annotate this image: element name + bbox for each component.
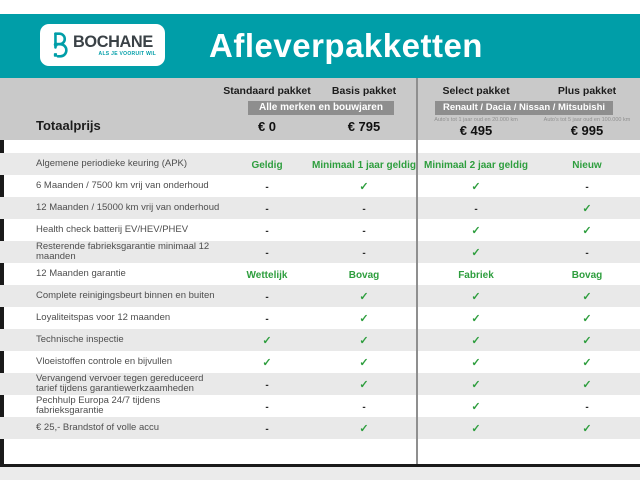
cell-standaard bbox=[222, 199, 312, 217]
column-header-basis: Basis pakket bbox=[331, 85, 397, 97]
table-row bbox=[0, 285, 640, 307]
table-row bbox=[0, 197, 640, 219]
cell-standaard bbox=[222, 287, 312, 305]
table-row bbox=[0, 241, 640, 263]
page-title: Afleverpakketten bbox=[209, 27, 483, 64]
cell-plus bbox=[534, 309, 640, 327]
dash-mark: - bbox=[265, 226, 269, 237]
row-label: Technische inspectie bbox=[36, 333, 124, 345]
row-label: Vloeistoffen controle en bijvullen bbox=[36, 355, 173, 367]
logo-wordmark: BOCHANE bbox=[73, 32, 153, 51]
total-label-cell bbox=[0, 78, 222, 140]
row-label: Health check batterij EV/HEV/PHEV bbox=[36, 223, 189, 235]
cell-basis bbox=[312, 287, 416, 305]
cell-basis bbox=[312, 353, 416, 371]
check-icon: ✓ bbox=[582, 203, 592, 215]
table-row bbox=[0, 307, 640, 329]
value-text: Minimaal 1 jaar geldig bbox=[312, 160, 416, 171]
check-icon: ✓ bbox=[582, 379, 592, 391]
cell-basis bbox=[312, 309, 416, 327]
dash-mark: - bbox=[362, 248, 366, 259]
cell-plus bbox=[534, 419, 640, 437]
cell-plus bbox=[534, 243, 640, 261]
dash-mark: - bbox=[265, 402, 269, 413]
price-plus: € 995 bbox=[570, 123, 604, 138]
check-icon: ✓ bbox=[359, 181, 369, 193]
cell-select bbox=[418, 375, 534, 393]
group-renault-dacia-nissan-mitsubishi bbox=[418, 78, 640, 140]
row-label: 12 Maanden garantie bbox=[36, 267, 126, 279]
column-header-select: Select pakket bbox=[442, 85, 510, 97]
cell-select bbox=[418, 309, 534, 327]
cell-standaard bbox=[222, 353, 312, 371]
dash-mark: - bbox=[265, 204, 269, 215]
cell-plus bbox=[534, 331, 640, 349]
cell-basis bbox=[312, 177, 416, 195]
check-icon: ✓ bbox=[582, 423, 592, 435]
cell-select bbox=[418, 243, 534, 261]
column-header-plus: Plus pakket bbox=[557, 85, 617, 97]
dash-mark: - bbox=[265, 380, 269, 391]
check-icon: ✓ bbox=[582, 225, 592, 237]
dash-mark: - bbox=[585, 182, 589, 193]
feature-rows bbox=[0, 140, 640, 464]
table-row bbox=[0, 395, 640, 417]
cell-select bbox=[418, 331, 534, 349]
dash-mark: - bbox=[265, 182, 269, 193]
dash-mark: - bbox=[474, 204, 478, 215]
table-row bbox=[0, 417, 640, 439]
bochane-logo-icon bbox=[49, 30, 70, 60]
check-icon: ✓ bbox=[262, 335, 272, 347]
value-text: Bovag bbox=[348, 270, 380, 281]
dash-mark: - bbox=[265, 248, 269, 259]
cell-plus bbox=[534, 199, 640, 217]
check-icon: ✓ bbox=[471, 335, 481, 347]
value-text: Geldig bbox=[251, 160, 283, 171]
group-all-brands bbox=[222, 78, 416, 140]
cell-standaard bbox=[222, 265, 312, 283]
group-divider-line bbox=[416, 78, 418, 464]
table-row bbox=[0, 175, 640, 197]
check-icon: ✓ bbox=[359, 335, 369, 347]
dash-mark: - bbox=[362, 204, 366, 215]
bochane-logo bbox=[40, 24, 165, 66]
check-icon: ✓ bbox=[471, 423, 481, 435]
column-subtext-plus: Auto's tot 5 jaar oud en 100.000 km bbox=[543, 117, 631, 123]
dash-mark: - bbox=[265, 292, 269, 303]
cell-plus bbox=[534, 221, 640, 239]
table-row bbox=[0, 351, 640, 373]
check-icon: ✓ bbox=[471, 401, 481, 413]
check-icon: ✓ bbox=[471, 357, 481, 369]
check-icon: ✓ bbox=[471, 225, 481, 237]
cell-select bbox=[418, 287, 534, 305]
check-icon: ✓ bbox=[359, 423, 369, 435]
check-icon: ✓ bbox=[582, 357, 592, 369]
dash-mark: - bbox=[265, 314, 269, 325]
cell-select bbox=[418, 419, 534, 437]
price-select: € 495 bbox=[459, 123, 493, 138]
cell-select bbox=[418, 221, 534, 239]
check-icon: ✓ bbox=[582, 291, 592, 303]
cell-plus bbox=[534, 375, 640, 393]
check-icon: ✓ bbox=[359, 313, 369, 325]
value-text: Nieuw bbox=[572, 160, 602, 171]
row-label: Algemene periodieke keuring (APK) bbox=[36, 157, 188, 169]
check-icon: ✓ bbox=[582, 335, 592, 347]
cell-basis bbox=[312, 397, 416, 415]
check-icon: ✓ bbox=[471, 181, 481, 193]
cell-standaard bbox=[222, 397, 312, 415]
footer-strip bbox=[0, 467, 640, 480]
row-label: 6 Maanden / 7500 km vrij van onderhoud bbox=[36, 179, 209, 191]
cell-select bbox=[418, 353, 534, 371]
table-row bbox=[0, 329, 640, 351]
table-row bbox=[0, 219, 640, 241]
logo-tagline: ALS JE VOORUIT WIL bbox=[98, 51, 157, 57]
cell-plus bbox=[534, 177, 640, 195]
check-icon: ✓ bbox=[471, 379, 481, 391]
dash-mark: - bbox=[585, 402, 589, 413]
package-header-band bbox=[0, 78, 640, 140]
cell-basis bbox=[312, 221, 416, 239]
cell-standaard bbox=[222, 309, 312, 327]
cell-basis bbox=[312, 331, 416, 349]
check-icon: ✓ bbox=[359, 357, 369, 369]
cell-standaard bbox=[222, 177, 312, 195]
cell-standaard bbox=[222, 243, 312, 261]
dash-mark: - bbox=[265, 424, 269, 435]
cell-basis bbox=[312, 265, 416, 283]
cell-basis bbox=[312, 199, 416, 217]
row-label: Pechhulp Europa 24/7 tijdens fabrieksgarantie bbox=[36, 394, 161, 416]
check-icon: ✓ bbox=[262, 357, 272, 369]
group-banner-brands: Renault / Dacia / Nissan / Mitsubishi bbox=[435, 101, 613, 115]
group-banner-all-brands: Alle merken en bouwjaren bbox=[248, 101, 394, 115]
table-row bbox=[0, 373, 640, 395]
column-subtext-select: Auto's tot 1 jaar oud en 20.000 km bbox=[434, 117, 518, 123]
check-icon: ✓ bbox=[471, 313, 481, 325]
table-row bbox=[0, 263, 640, 285]
check-icon: ✓ bbox=[359, 291, 369, 303]
logo-text-block bbox=[73, 33, 156, 57]
row-label: Loyaliteitspas voor 12 maanden bbox=[36, 311, 171, 323]
price-standaard: € 0 bbox=[257, 119, 277, 134]
cell-plus bbox=[534, 397, 640, 415]
cell-standaard bbox=[222, 331, 312, 349]
table-row bbox=[0, 153, 640, 175]
cell-standaard bbox=[222, 375, 312, 393]
check-icon: ✓ bbox=[582, 313, 592, 325]
row-label: 12 Maanden / 15000 km vrij van onderhoud bbox=[36, 201, 220, 213]
cell-plus bbox=[534, 353, 640, 371]
dash-mark: - bbox=[585, 248, 589, 259]
cell-basis bbox=[312, 155, 416, 173]
cell-standaard bbox=[222, 221, 312, 239]
row-label: Vervangend vervoer tegen gereduceerd tarief tijdens garantiewerkzaamheden bbox=[36, 372, 204, 394]
value-text: Wettelijk bbox=[246, 270, 288, 281]
check-icon: ✓ bbox=[471, 291, 481, 303]
cell-basis bbox=[312, 375, 416, 393]
cell-select bbox=[418, 265, 534, 283]
cell-select bbox=[418, 155, 534, 173]
cell-plus bbox=[534, 265, 640, 283]
row-label: Complete reinigingsbeurt binnen en buiten bbox=[36, 289, 215, 301]
check-icon: ✓ bbox=[359, 379, 369, 391]
price-basis: € 795 bbox=[347, 119, 381, 134]
value-text: Minimaal 2 jaar geldig bbox=[424, 160, 528, 171]
value-text: Bovag bbox=[571, 270, 603, 281]
dash-mark: - bbox=[362, 402, 366, 413]
value-text: Fabriek bbox=[458, 270, 494, 281]
cell-basis bbox=[312, 243, 416, 261]
cell-plus bbox=[534, 155, 640, 173]
cell-select bbox=[418, 177, 534, 195]
cell-select bbox=[418, 397, 534, 415]
cell-select bbox=[418, 199, 534, 217]
cell-plus bbox=[534, 287, 640, 305]
row-label: € 25,- Brandstof of volle accu bbox=[36, 421, 160, 433]
row-label: Resterende fabrieksgarantie minimaal 12 maanden bbox=[36, 240, 210, 262]
total-price-label: Totaalprijs bbox=[36, 118, 101, 133]
column-header-standaard: Standaard pakket bbox=[223, 85, 311, 97]
check-icon: ✓ bbox=[471, 247, 481, 259]
cell-basis bbox=[312, 419, 416, 437]
cell-standaard bbox=[222, 419, 312, 437]
cell-standaard bbox=[222, 155, 312, 173]
dash-mark: - bbox=[362, 226, 366, 237]
